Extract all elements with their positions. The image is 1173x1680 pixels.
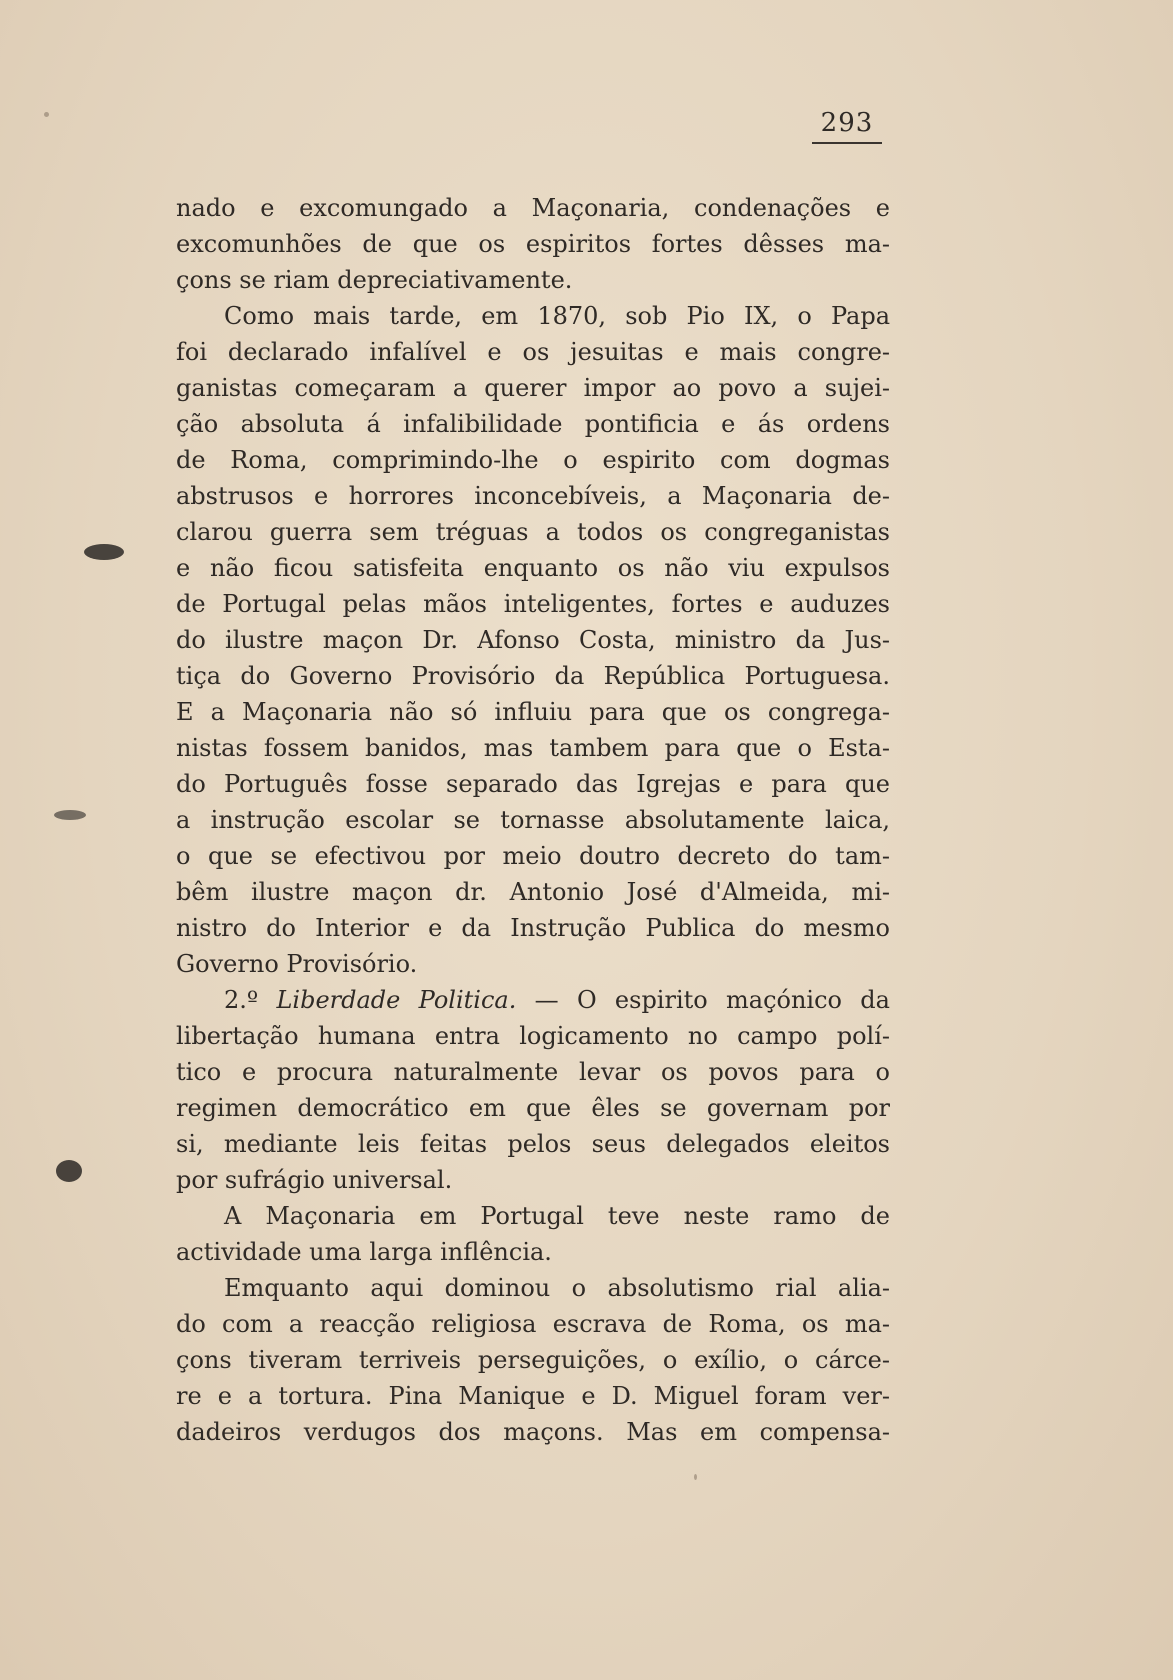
text-line: abstrusos e horrores inconcebíveis, a Maçonaria de- [176, 482, 890, 510]
section-heading-line [176, 982, 890, 1018]
text-line: ganistas começaram a querer impor ao povo a sujei- [176, 374, 890, 402]
text-line: nado e excomungado a Maçonaria, condenações e [176, 194, 890, 222]
body-text [176, 190, 890, 1450]
text-line: libertação humana entra logicamento no campo polí- [176, 1022, 890, 1050]
text-line: çons se riam depreciativamente. [176, 266, 573, 294]
paper-speck [694, 1474, 697, 1480]
text-line: excomunhões de que os espiritos fortes dêsses ma- [176, 230, 890, 258]
text-line: por sufrágio universal. [176, 1166, 453, 1194]
text-line: a instrução escolar se tornasse absolutamente laica, [176, 806, 890, 834]
text-line: tiça do Governo Provisório da República Portuguesa. [176, 662, 890, 690]
text-line: actividade uma larga inflência. [176, 1238, 552, 1266]
text-line: clarou guerra sem tréguas a todos os congreganistas [176, 518, 890, 546]
binding-mark [84, 544, 124, 560]
text-line: Emquanto aqui dominou o absolutismo rial alia- [224, 1274, 890, 1302]
text-line: çons tiveram terriveis perseguições, o exílio, o cárce- [176, 1346, 890, 1374]
binding-mark [56, 1160, 82, 1182]
text-line: nistro do Interior e da Instrução Publica do mesmo [176, 914, 890, 942]
text-line: tico e procura naturalmente levar os povos para o [176, 1058, 890, 1086]
text-line: si, mediante leis feitas pelos seus delegados eleitos [176, 1130, 890, 1158]
text-line: de Roma, comprimindo-lhe o espirito com dogmas [176, 446, 890, 474]
section-title: Liberdade Politica. [276, 986, 517, 1014]
binding-mark [54, 810, 86, 820]
paper-speck [44, 112, 49, 117]
text-line: A Maçonaria em Portugal teve neste ramo de [224, 1202, 890, 1230]
page-number: 293 [812, 108, 882, 144]
text-line: e não ficou satisfeita enquanto os não viu expulsos [176, 554, 890, 582]
text-line: nistas fossem banidos, mas tambem para que o Esta- [176, 734, 890, 762]
text-line: do Português fosse separado das Igrejas e para que [176, 770, 890, 798]
text-line: de Portugal pelas mãos inteligentes, fortes e auduzes [176, 590, 890, 618]
text-line: foi declarado infalível e os jesuitas e mais congre- [176, 338, 890, 366]
text-line: do ilustre maçon Dr. Afonso Costa, ministro da Jus- [176, 626, 890, 654]
text-line: Como mais tarde, em 1870, sob Pio IX, o Papa [224, 302, 890, 330]
text-line: o que se efectivou por meio doutro decreto do tam- [176, 842, 890, 870]
text-line: Governo Provisório. [176, 950, 418, 978]
text-line: dadeiros verdugos dos maçons. Mas em compensa- [176, 1418, 890, 1446]
text-line: regimen democrático em que êles se governam por [176, 1094, 890, 1122]
text-line: E a Maçonaria não só influiu para que os congrega- [176, 698, 890, 726]
text-line: ção absoluta á infalibilidade pontificia e ás ordens [176, 410, 890, 438]
section-number: 2.º [224, 986, 259, 1014]
text-line: do com a reacção religiosa escrava de Roma, os ma- [176, 1310, 890, 1338]
text-line: re e a tortura. Pina Manique e D. Miguel foram ver- [176, 1382, 890, 1410]
section-first-line: — O espirito maçónico da [534, 986, 890, 1014]
text-line: bêm ilustre maçon dr. Antonio José d'Almeida, mi- [176, 878, 890, 906]
